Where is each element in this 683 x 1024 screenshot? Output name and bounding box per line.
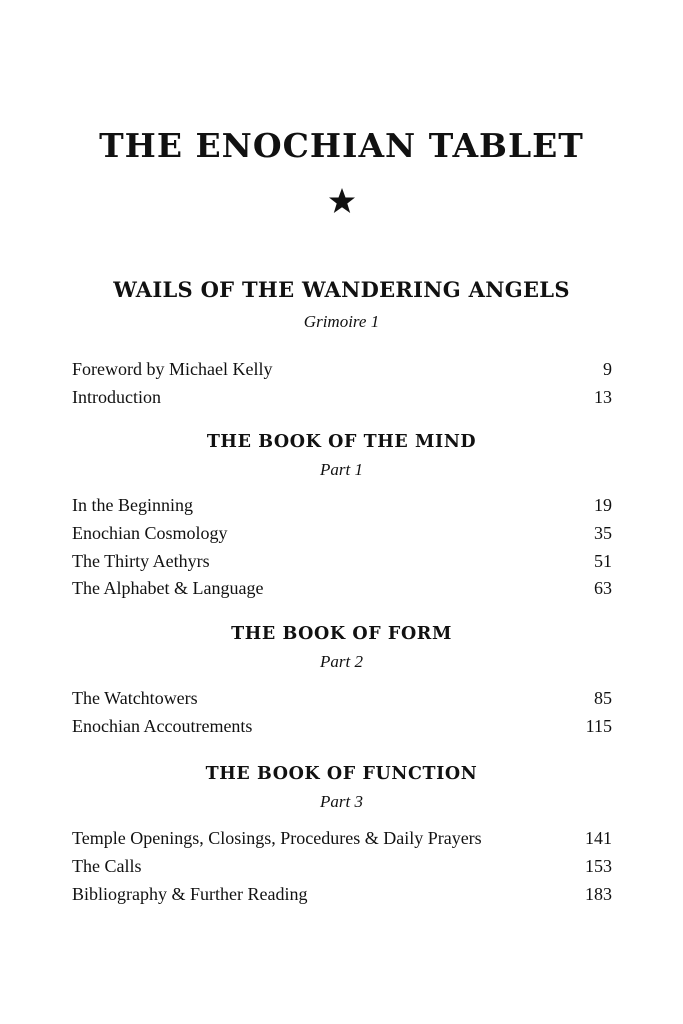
toc-entry[interactable] bbox=[72, 575, 612, 603]
front-matter-list bbox=[72, 356, 612, 412]
part-2-subtitle: Part 2 bbox=[320, 652, 363, 671]
toc-entry[interactable] bbox=[72, 548, 612, 576]
toc-entry-page: 153 bbox=[585, 855, 612, 876]
toc-entry[interactable] bbox=[72, 881, 612, 909]
toc-entry-title: The Calls bbox=[72, 855, 142, 876]
toc-entry[interactable] bbox=[72, 356, 612, 384]
toc-entry[interactable] bbox=[72, 713, 612, 741]
part-1-list bbox=[72, 492, 612, 603]
toc-entry-page: 19 bbox=[594, 495, 612, 515]
toc-entry-title: The Alphabet & Language bbox=[72, 578, 264, 599]
toc-entry-page: 9 bbox=[603, 359, 612, 379]
part-2-list bbox=[72, 685, 612, 741]
toc-entry-title: In the Beginning bbox=[72, 495, 193, 515]
grimoire-subtitle: Grimoire 1 bbox=[303, 312, 380, 331]
toc-entry[interactable] bbox=[72, 492, 612, 520]
toc-entry[interactable] bbox=[72, 825, 612, 853]
star-icon-svg bbox=[327, 186, 357, 216]
toc-entry-page: 63 bbox=[594, 578, 612, 599]
toc-entry-page: 35 bbox=[594, 522, 612, 543]
toc-entry-page: 183 bbox=[585, 883, 612, 904]
toc-entry-title: Bibliography & Further Reading bbox=[72, 883, 308, 904]
toc-entry-title: The Thirty Aethyrs bbox=[72, 550, 210, 571]
toc-entry-title: Introduction bbox=[72, 386, 161, 407]
part-2-heading: THE BOOK OF FORM bbox=[231, 624, 452, 644]
toc-entry[interactable] bbox=[72, 685, 612, 713]
part-3-heading: THE BOOK OF FUNCTION bbox=[205, 764, 478, 784]
toc-entry[interactable] bbox=[72, 853, 612, 881]
part-3-subtitle: Part 3 bbox=[320, 792, 363, 811]
toc-entry-title: The Watchtowers bbox=[72, 688, 198, 708]
grimoire-heading: WAILS OF THE WANDERING ANGELS bbox=[113, 277, 570, 302]
toc-entry-title: Temple Openings, Closings, Procedures & Daily Prayers bbox=[72, 828, 482, 848]
toc-entry-title: Foreword by Michael Kelly bbox=[72, 359, 273, 379]
toc-entry-page: 85 bbox=[594, 688, 612, 708]
part-1-subtitle: Part 1 bbox=[320, 460, 363, 479]
toc-entry-page: 141 bbox=[585, 828, 612, 848]
toc-entry-page: 13 bbox=[594, 386, 612, 407]
part-1-heading: THE BOOK OF THE MIND bbox=[206, 432, 477, 452]
part-3-list bbox=[72, 825, 612, 908]
toc-entry-title: Enochian Accoutrements bbox=[72, 715, 253, 736]
toc-entry-page: 115 bbox=[585, 715, 612, 736]
toc-entry-page: 51 bbox=[594, 550, 612, 571]
book-title: THE ENOCHIAN TABLET bbox=[99, 126, 584, 165]
toc-entry-title: Enochian Cosmology bbox=[72, 522, 228, 543]
star-icon bbox=[0, 186, 683, 224]
toc-entry[interactable] bbox=[72, 520, 612, 548]
toc-entry[interactable] bbox=[72, 384, 612, 412]
